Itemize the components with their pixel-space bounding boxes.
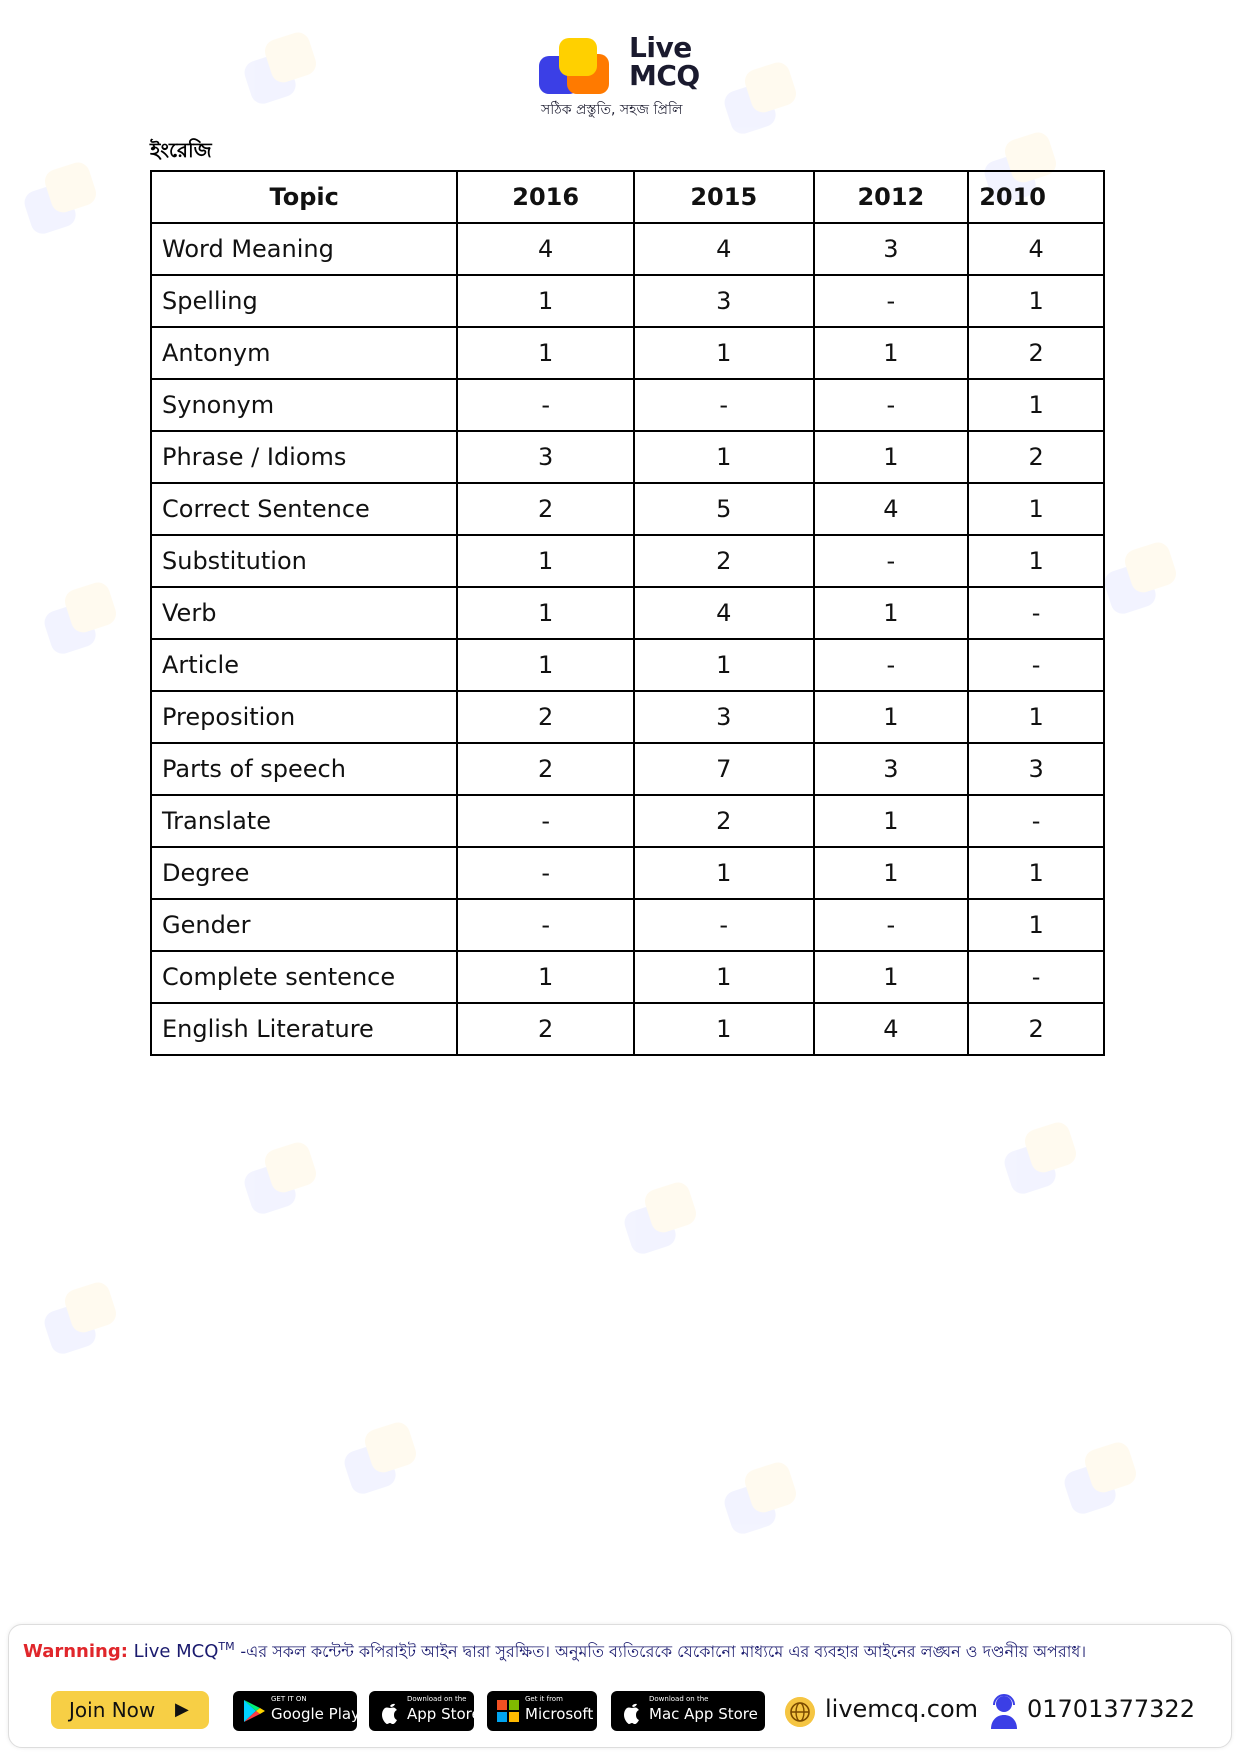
count-cell-2015: 3 — [634, 691, 814, 743]
microsoft-badge[interactable] — [487, 1691, 597, 1731]
count-cell-2010: 2 — [968, 327, 1104, 379]
count-cell-2010: 2 — [968, 431, 1104, 483]
count-cell-2010: 4 — [968, 223, 1104, 275]
brand-name — [629, 31, 700, 92]
count-cell-2016: 1 — [457, 951, 634, 1003]
count-cell-2010: 1 — [968, 379, 1104, 431]
table-row — [151, 691, 1104, 743]
copyright-warning — [23, 1639, 1086, 1666]
topic-cell: Word Meaning — [151, 223, 457, 275]
count-cell-2010: 3 — [968, 743, 1104, 795]
count-cell-2012: - — [814, 535, 969, 587]
table-row — [151, 847, 1104, 899]
globe-icon — [785, 1697, 815, 1727]
table-row — [151, 223, 1104, 275]
count-cell-2012: 4 — [814, 483, 969, 535]
topic-cell: English Literature — [151, 1003, 457, 1055]
count-cell-2016: 1 — [457, 535, 634, 587]
table-row — [151, 275, 1104, 327]
count-cell-2010: - — [968, 639, 1104, 691]
table-row — [151, 535, 1104, 587]
count-cell-2015: - — [634, 899, 814, 951]
watermark-logo — [717, 1, 983, 138]
mac-app-store-badge[interactable] — [611, 1691, 765, 1731]
count-cell-2016: 2 — [457, 483, 634, 535]
count-cell-2016: - — [457, 795, 634, 847]
count-cell-2010: - — [968, 951, 1104, 1003]
footer-actions — [51, 1691, 1221, 1731]
section-title: ইংরেজি — [150, 138, 212, 162]
table-row — [151, 327, 1104, 379]
count-cell-2010: - — [968, 795, 1104, 847]
support-agent-icon — [989, 1693, 1019, 1729]
google-play-big: Google Play — [271, 1705, 360, 1723]
apple-icon — [377, 1698, 403, 1724]
count-cell-2012: 1 — [814, 587, 969, 639]
count-cell-2012: 1 — [814, 327, 969, 379]
count-cell-2016: - — [457, 899, 634, 951]
play-arrow-icon: ▶ — [175, 1699, 189, 1720]
count-cell-2012: 1 — [814, 951, 969, 1003]
topic-cell: Synonym — [151, 379, 457, 431]
app-store-badge[interactable] — [369, 1691, 481, 1731]
count-cell-2010: 1 — [968, 535, 1104, 587]
count-cell-2015: 4 — [634, 223, 814, 275]
topic-cell: Substitution — [151, 535, 457, 587]
count-cell-2015: 3 — [634, 275, 814, 327]
warning-brand: Live MCQ — [133, 1641, 219, 1662]
count-cell-2016: 4 — [457, 223, 634, 275]
count-cell-2012: - — [814, 639, 969, 691]
count-cell-2016: 1 — [457, 639, 634, 691]
phone-number: 01701377322 — [1027, 1695, 1195, 1723]
topic-cell: Complete sentence — [151, 951, 457, 1003]
count-cell-2015: 2 — [634, 535, 814, 587]
header-topic: Topic — [151, 171, 457, 223]
table-row — [151, 899, 1104, 951]
count-cell-2012: - — [814, 899, 969, 951]
topic-cell: Degree — [151, 847, 457, 899]
count-cell-2016: 1 — [457, 275, 634, 327]
table-row — [151, 795, 1104, 847]
table-body — [151, 223, 1104, 1055]
count-cell-2016: 1 — [457, 327, 634, 379]
join-now-label: Join Now — [69, 1698, 156, 1722]
watermark-logo — [37, 1221, 303, 1358]
count-cell-2012: 1 — [814, 795, 969, 847]
topic-cell: Gender — [151, 899, 457, 951]
count-cell-2015: 1 — [634, 847, 814, 899]
microsoft-small: Get it from — [525, 1695, 563, 1703]
count-cell-2012: 4 — [814, 1003, 969, 1055]
table-row — [151, 379, 1104, 431]
count-cell-2015: 1 — [634, 327, 814, 379]
website-text: livemcq.com — [825, 1695, 978, 1723]
footer-banner — [8, 1624, 1232, 1748]
count-cell-2015: 1 — [634, 639, 814, 691]
brand-tagline: সঠিক প্রস্তুতি, সহজ প্রিলি — [541, 102, 683, 118]
count-cell-2010: 1 — [968, 691, 1104, 743]
count-cell-2010: 2 — [968, 1003, 1104, 1055]
google-play-icon — [241, 1698, 267, 1724]
topic-cell: Preposition — [151, 691, 457, 743]
watermark-logo — [997, 1061, 1240, 1198]
app-store-small: Download on the — [407, 1695, 467, 1703]
count-cell-2012: 1 — [814, 847, 969, 899]
count-cell-2016: 1 — [457, 587, 634, 639]
count-cell-2012: 3 — [814, 223, 969, 275]
warning-text: -এর সকল কন্টেন্ট কপিরাইট আইন দ্বারা সুরক্ষিত। অনুমতি ব্যতিরেকে যেকোনো মাধ্যমে এর ব্যবহার আইনের লঙ্ঘন ও দণ্ডনীয় অপরাধ। — [240, 1642, 1087, 1661]
brand-logo — [537, 31, 717, 120]
header-2010: 2010 — [968, 171, 1104, 223]
watermark-logo — [237, 1081, 503, 1218]
count-cell-2010: 1 — [968, 275, 1104, 327]
header-2015: 2015 — [634, 171, 814, 223]
google-play-small: GET IT ON — [271, 1695, 307, 1703]
apple-icon — [619, 1698, 645, 1724]
count-cell-2012: 1 — [814, 431, 969, 483]
count-cell-2015: 1 — [634, 1003, 814, 1055]
brand-mark-icon — [537, 36, 615, 98]
topic-cell: Article — [151, 639, 457, 691]
header-2016: 2016 — [457, 171, 634, 223]
count-cell-2016: 2 — [457, 1003, 634, 1055]
count-cell-2010: 1 — [968, 847, 1104, 899]
watermark-logo — [717, 1401, 983, 1538]
topic-cell: Phrase / Idioms — [151, 431, 457, 483]
count-cell-2015: 1 — [634, 431, 814, 483]
count-cell-2015: 2 — [634, 795, 814, 847]
brand-name-line2: MCQ — [629, 59, 700, 92]
table-row — [151, 743, 1104, 795]
table-row — [151, 483, 1104, 535]
warning-trademark: TM — [218, 1640, 235, 1653]
count-cell-2015: 7 — [634, 743, 814, 795]
topic-cell: Antonym — [151, 327, 457, 379]
mac-app-store-small: Download on the — [649, 1695, 709, 1703]
topic-cell: Spelling — [151, 275, 457, 327]
table-header-row — [151, 171, 1104, 223]
count-cell-2016: 2 — [457, 743, 634, 795]
brand-name-line1: Live — [629, 31, 692, 64]
topic-cell: Parts of speech — [151, 743, 457, 795]
topic-cell: Correct Sentence — [151, 483, 457, 535]
count-cell-2015: 4 — [634, 587, 814, 639]
watermark-logo — [237, 0, 503, 109]
topic-cell: Translate — [151, 795, 457, 847]
count-cell-2012: 1 — [814, 691, 969, 743]
count-cell-2015: 1 — [634, 951, 814, 1003]
watermark-logo — [1057, 1381, 1240, 1518]
join-now-button[interactable] — [51, 1691, 209, 1729]
mac-app-store-big: Mac App Store — [649, 1705, 758, 1723]
watermark-logo — [1097, 481, 1240, 618]
count-cell-2012: 3 — [814, 743, 969, 795]
count-cell-2012: - — [814, 275, 969, 327]
table-row — [151, 1003, 1104, 1055]
watermark-logo — [337, 1361, 603, 1498]
count-cell-2010: 1 — [968, 483, 1104, 535]
count-cell-2010: 1 — [968, 899, 1104, 951]
table-row — [151, 639, 1104, 691]
google-play-badge[interactable] — [233, 1691, 360, 1731]
topic-cell: Verb — [151, 587, 457, 639]
header-2012: 2012 — [814, 171, 969, 223]
count-cell-2015: - — [634, 379, 814, 431]
topics-table — [150, 170, 1105, 1056]
table-row — [151, 951, 1104, 1003]
table-row — [151, 587, 1104, 639]
count-cell-2015: 5 — [634, 483, 814, 535]
count-cell-2016: 3 — [457, 431, 634, 483]
count-cell-2016: 2 — [457, 691, 634, 743]
count-cell-2010: - — [968, 587, 1104, 639]
microsoft-icon — [495, 1698, 521, 1724]
watermark-logo — [617, 1121, 883, 1258]
warning-label: Warnning: — [23, 1641, 128, 1662]
microsoft-big: Microsoft — [525, 1705, 594, 1723]
count-cell-2016: - — [457, 847, 634, 899]
table-row — [151, 431, 1104, 483]
count-cell-2016: - — [457, 379, 634, 431]
app-store-big: App Store — [407, 1705, 481, 1723]
count-cell-2012: - — [814, 379, 969, 431]
